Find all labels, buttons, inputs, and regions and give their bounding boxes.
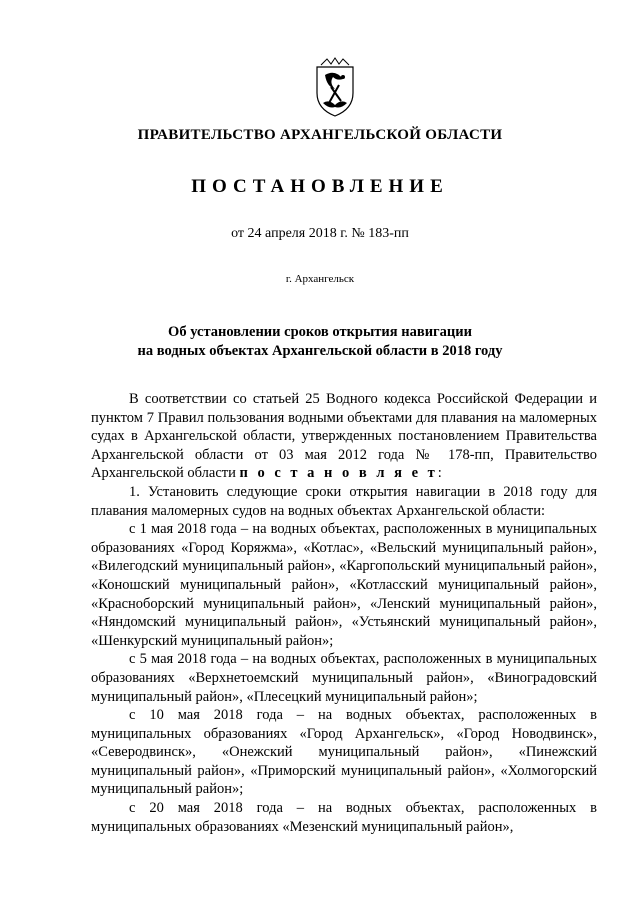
may-1-paragraph: с 1 мая 2018 года – на водных объектах, расположенных в муниципальных образованиях «Город Коряжма», «Котлас», «Вельский муниципальный район», «Вилегодский муниципальный район», «Каргопольский муниципальный район», «Коношский муниципальный район», «Котласский муниципальный район», «Красноборский муниципальный район», «Ленский муниципальный район», «Няндомский муниципальный район», «Устьянский муниципальный район», «Шенкурский муниципальный район»; <box>91 521 597 649</box>
date-and-number: от 24 апреля 2018 г. № 183-пп <box>231 226 409 241</box>
title-line-2: на водных объектах Архангельской области в 2018 году <box>137 343 503 359</box>
may-20-paragraph: с 20 мая 2018 года – на водных объектах, расположенных в муниципальных образованиях «Мезенский муниципальный район», <box>91 800 597 835</box>
may-10-paragraph: с 10 мая 2018 года – на водных объектах, расположенных в муниципальных образованиях «Город Архангельск», «Город Новодвинск», «Северодвинск», «Онежский муниципальный район», «Пинежский муниципальный район», «Приморский муниципальный район», «Холмогорский муниципальный район»; <box>91 707 597 798</box>
city-name: г. Архангельск <box>285 273 355 285</box>
preamble-paragraph <box>91 390 597 483</box>
resolves-colon: : <box>437 465 442 482</box>
item-1-paragraph: 1. Установить следующие сроки открытия навигации в 2018 году для плавания маломерных судов на водных объектах Архангельской области: <box>91 483 597 519</box>
coat-of-arms-icon <box>313 57 357 119</box>
document-title <box>0 323 640 361</box>
document-body <box>91 390 597 836</box>
resolves-word: п о с т а н о в л я е т <box>239 465 438 482</box>
title-line-1: Об установлении сроков открытия навигации <box>168 324 472 340</box>
government-name: ПРАВИТЕЛЬСТВО АРХАНГЕЛЬСКОЙ ОБЛАСТИ <box>137 127 503 143</box>
document-type: ПОСТАНОВЛЕНИЕ <box>191 176 449 197</box>
preamble-text: В соответствии со статьей 25 Водного кодекса Российской Федерации и пунктом 7 Правил пользования водными объектами для плавания на маломерных судах в Архангельской области, утвержденных постановлением Правительства Архангельской области от 03 мая 2012 года № 178-пп, Правительство Архангельской области <box>91 391 597 482</box>
may-5-paragraph: с 5 мая 2018 года – на водных объектах, расположенных в муниципальных образованиях «Верхнетоемский муниципальный район», «Виноградовский муниципальный район», «Плесецкий муниципальный район»; <box>91 651 597 705</box>
